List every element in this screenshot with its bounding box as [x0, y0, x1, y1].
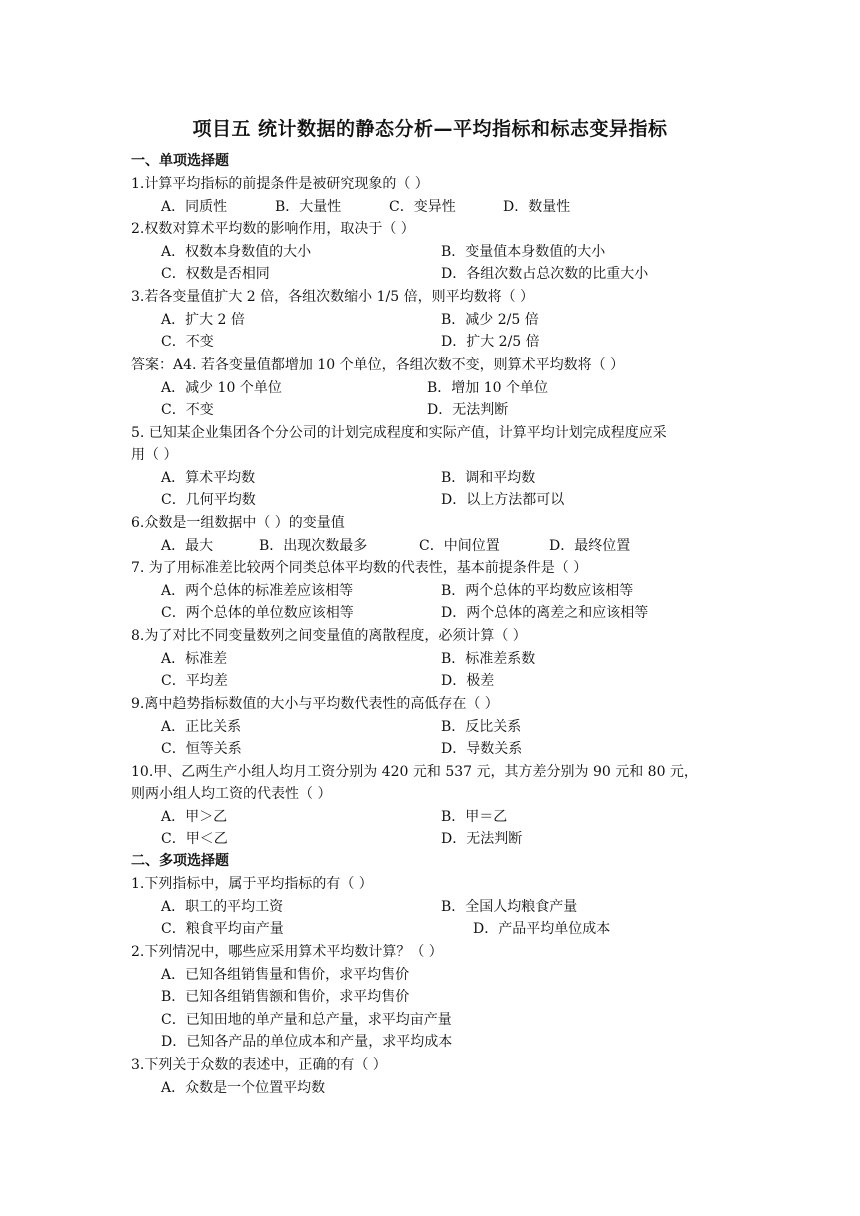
q2-option-d: D．各组次数占总次数的比重大小 — [441, 266, 649, 282]
q6-option-d: D．最终位置 — [549, 538, 631, 554]
section-heading-multiple: 二、多项选择题 — [131, 853, 229, 869]
q6-option-a: A．最大 — [161, 538, 214, 554]
m-question-1: 1.下列指标中，属于平均指标的有（ ） — [131, 876, 373, 892]
question-10-line-2: 则两小组人均工资的代表性（ ） — [131, 786, 332, 802]
q3-option-c: C．不变 — [161, 334, 214, 350]
question-1: 1.计算平均指标的前提条件是被研究现象的（ ） — [131, 176, 429, 192]
question-5-line-1: 5. 已知某企业集团各个分公司的计划完成程度和实际产值，计算平均计划完成程度应采 — [131, 425, 667, 441]
q3-option-d: D．扩大 2/5 倍 — [441, 334, 540, 350]
q1-option-d: D．数量性 — [503, 199, 571, 215]
q2-option-b: B．变量值本身数值的大小 — [441, 244, 606, 260]
question-6: 6.众数是一组数据中（ ）的变量值 — [131, 515, 345, 531]
question-4: 答案：A4. 若各变量值都增加 10 个单位，各组次数不变，则算术平均数将（ ） — [131, 357, 625, 373]
q4-option-d: D．无法判断 — [427, 402, 509, 418]
q2-option-c: C．权数是否相同 — [161, 266, 270, 282]
question-9: 9.离中趋势指标数值的大小与平均数代表性的高低存在（ ） — [131, 696, 499, 712]
q10-option-d: D．无法判断 — [441, 831, 523, 847]
page-title: 项目五 统计数据的静态分析—平均指标和标志变异指标 — [192, 118, 668, 140]
m-q1-option-c: C．粮食平均亩产量 — [161, 921, 284, 937]
q3-option-b: B．减少 2/5 倍 — [441, 312, 539, 328]
question-7: 7. 为了用标准差比较两个同类总体平均数的代表性，基本前提条件是（ ） — [131, 560, 588, 576]
q5-option-c: C．几何平均数 — [161, 492, 256, 508]
m-q2-option-c: C．已知田地的单产量和总产量，求平均亩产量 — [161, 1012, 452, 1028]
q10-option-a: A．甲＞乙 — [161, 809, 228, 825]
m-q1-option-d: D．产品平均单位成本 — [473, 921, 611, 937]
q2-option-a: A．权数本身数值的大小 — [161, 244, 312, 260]
m-question-3: 3.下列关于众数的表述中，正确的有（ ） — [131, 1057, 387, 1073]
q9-option-d: D．导数关系 — [441, 741, 523, 757]
m-q2-option-d: D．已知各产品的单位成本和产量，求平均成本 — [161, 1034, 453, 1050]
q6-option-b: B．出现次数最多 — [259, 538, 368, 554]
q7-option-c: C．两个总体的单位数应该相等 — [161, 605, 354, 621]
q8-option-c: C．平均差 — [161, 673, 228, 689]
q5-option-b: B．调和平均数 — [441, 470, 536, 486]
q10-option-c: C．甲＜乙 — [161, 831, 228, 847]
q7-option-d: D．两个总体的离差之和应该相等 — [441, 605, 649, 621]
question-8: 8.为了对比不同变量数列之间变量值的离散程度，必须计算（ ） — [131, 628, 527, 644]
m-question-2: 2.下列情况中，哪些应采用算术平均数计算？（ ） — [131, 944, 443, 960]
m-q2-option-b: B．已知各组销售额和售价，求平均售价 — [161, 989, 410, 1005]
q8-option-d: D．极差 — [441, 673, 495, 689]
m-q2-option-a: A．已知各组销售量和售价，求平均售价 — [161, 967, 410, 983]
q1-option-a: A．同质性 — [161, 199, 228, 215]
q6-option-c: C．中间位置 — [419, 538, 500, 554]
section-heading-single: 一、单项选择题 — [131, 153, 229, 169]
m-q1-option-a: A．职工的平均工资 — [161, 899, 284, 915]
q8-option-a: A．标准差 — [161, 651, 228, 667]
q4-option-b: B．增加 10 个单位 — [427, 380, 549, 396]
q10-option-b: B．甲＝乙 — [441, 809, 508, 825]
m-q3-option-a: A．众数是一个位置平均数 — [161, 1080, 326, 1096]
question-5-line-2: 用（ ） — [131, 447, 178, 463]
q5-option-a: A．算术平均数 — [161, 470, 256, 486]
q5-option-d: D．以上方法都可以 — [441, 492, 565, 508]
q4-option-a: A．减少 10 个单位 — [161, 380, 282, 396]
q9-option-b: B．反比关系 — [441, 719, 522, 735]
m-q1-option-b: B．全国人均粮食产量 — [441, 899, 578, 915]
q9-option-c: C．恒等关系 — [161, 741, 242, 757]
q9-option-a: A．正比关系 — [161, 719, 242, 735]
question-3: 3.若各变量值扩大 2 倍，各组次数缩小 1/5 倍，则平均数将（ ） — [131, 289, 535, 305]
q8-option-b: B．标准差系数 — [441, 651, 536, 667]
q7-option-b: B．两个总体的平均数应该相等 — [441, 583, 634, 599]
q1-option-b: B．大量性 — [275, 199, 342, 215]
q4-option-c: C．不变 — [161, 402, 214, 418]
q7-option-a: A．两个总体的标准差应该相等 — [161, 583, 354, 599]
q3-option-a: A．扩大 2 倍 — [161, 312, 245, 328]
question-10-line-1: 10.甲、乙两生产小组人均月工资分别为 420 元和 537 元，其方差分别为 90 元和 80 元， — [131, 764, 698, 780]
question-2: 2.权数对算术平均数的影响作用，取决于（ ） — [131, 221, 415, 237]
q1-option-c: C．变异性 — [389, 199, 456, 215]
